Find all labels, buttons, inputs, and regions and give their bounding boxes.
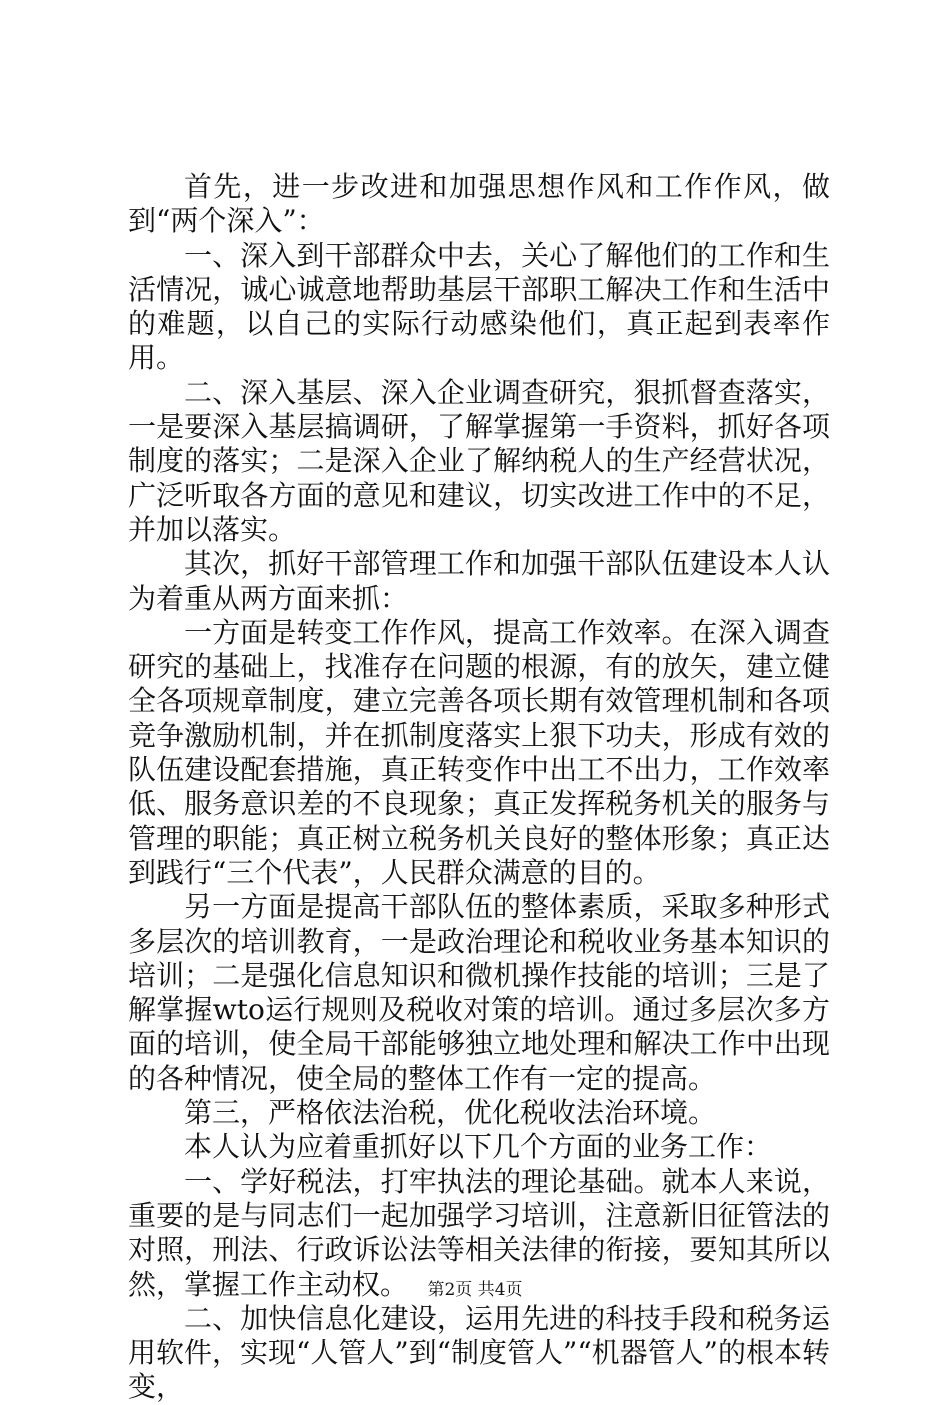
paragraph: 第三，严格依法治税，优化税收法治环境。 [184,1096,717,1130]
paragraph: 二、加快信息化建设，运用先进的科技手段和税务运用软件，实现“人管人”到“制度管人”“机器管人”的根本转变， [128,1301,830,1404]
paragraph: 二、深入基层、深入企业调查研究，狠抓督查落实，一是要深入基层搞调研，了解掌握第一手资料，抓好各项制度的落实；二是深入企业了解纳税人的生产经营状况，广泛听取各方面的意见和建议，切实改进工作中的不足，并加以落实。 [128,375,830,546]
paragraph: 一、深入到干部群众中去，关心了解他们的工作和生活情况，诚心诚意地帮助基层干部职工解决工作和生活中的难题，以自己的实际行动感染他们，真正起到表率作用。 [128,238,830,375]
paragraph: 一方面是转变工作作风，提高工作效率。在深入调查研究的基础上，找准存在问题的根源，有的放矢，建立健全各项规章制度，建立完善各项长期有效管理机制和各项竞争激励机制，并在抓制度落实上狠下功夫，形成有效的队伍建设配套措施，真正转变作中出工不出力，工作效率低、服务意识差的不良现象；真正发挥税务机关的服务与管理的职能；真正树立税务机关良好的整体形象；真正达到践行“三个代表”，人民群众满意的目的。 [128,615,830,889]
document-body [128,170,830,1405]
paragraph: 另一方面是提高干部队伍的整体素质，采取多种形式多层次的培训教育，一是政治理论和税收业务基本知识的培训；二是强化信息知识和微机操作技能的培训；三是了解掌握wto运行规则及税收对策的培训。通过多层次多方面的培训，使全局干部能够独立地处理和解决工作中出现的各种情况，使全局的整体工作有一定的提高。 [128,890,830,1095]
paragraph: 一、学好税法，打牢执法的理论基础。就本人来说，重要的是与同志们一起加强学习培训，注意新旧征管法的对照，刑法、行政诉讼法等相关法律的衔接，要知其所以然，掌握工作主动权。 [128,1164,830,1301]
page-number-footer: 第2页 共4页 [427,1280,523,1300]
paragraph: 本人认为应着重抓好以下几个方面的业务工作： [184,1130,773,1164]
paragraph: 首先，进一步改进和加强思想作风和工作作风，做到“两个深入”： [128,170,830,238]
paragraph: 其次，抓好干部管理工作和加强干部队伍建设本人认为着重从两方面来抓： [128,547,830,615]
